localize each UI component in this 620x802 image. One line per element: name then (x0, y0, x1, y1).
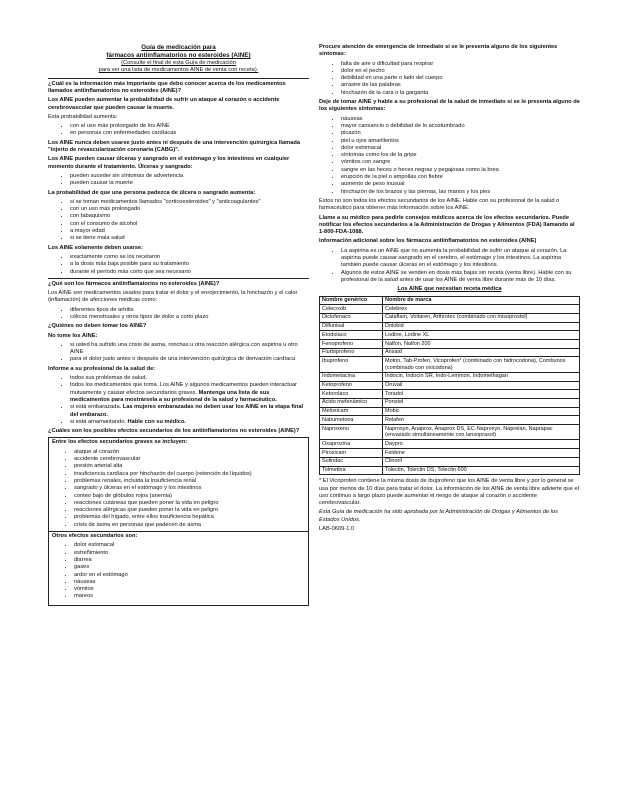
table-row (320, 440, 580, 449)
paragraph: Llame a su médico para pedirle consejos médicos acerca de los efectos secundarios. Puede notificar los efectos secundarios a la Administración de Drogas y Alimentos (FDA) llamando al 1-800-FDA-1088. (319, 214, 575, 236)
table-row (320, 425, 580, 440)
list-item: • mayor cansancio o debilidad de lo acostumbrado (341, 123, 580, 130)
warning-paragraph: Los AINE pueden aumentar la probabilidad de sufrir un ataque al corazón o accidente cerebrovascular que pueden causar la muerte. (48, 97, 280, 111)
list-item: • si está embarazada. Las mujeres embarazadas no deben usar los AINE en la etapa final del embarazo. (70, 404, 309, 419)
list-item: • conteo bajo de glóbulos rojos (anemia) (74, 493, 305, 500)
table-row (320, 390, 580, 399)
list-item: • a mayor edad (70, 228, 309, 235)
table-body (320, 305, 580, 475)
list-item: • hinchazón de la cara o la garganta (341, 90, 580, 97)
list-item: • náuseas (74, 579, 305, 586)
section-heading: ¿Quiénes no deben tomar los AINE? (48, 323, 147, 330)
generic-name-cell: Fenoprofeno (320, 340, 383, 349)
generic-name-cell: Ketorolaco (320, 390, 383, 399)
generic-name-cell: Nabumetona (320, 416, 383, 425)
divider (49, 531, 308, 532)
list-item: • diferentes tipos de artritis (70, 307, 309, 314)
section-heading: Deje de tomar AINE y hable a su profesional de la salud de inmediato si se le presenta alguno de los siguientes síntomas: (319, 99, 580, 113)
list-item: • dolor estomacal (341, 145, 580, 152)
generic-name-cell: Etodolaco (320, 331, 383, 340)
brand-name-cell: Oruvail (383, 381, 580, 390)
list-item: • si se toman medicamentos llamados "corticoesteroides" y "anticoagulantes" (70, 199, 309, 206)
list-item: • sangre en las heces o heces negras y pegajosas como la brea (341, 167, 580, 174)
brand-name-cell: Dolobid (383, 322, 580, 331)
list-item: • náuseas (341, 116, 580, 123)
list-item: • insuficiencia cardíaca por hinchazón del cuerpo (retención de líquidos) (74, 471, 305, 478)
list-item: • dolor en el pecho (341, 68, 580, 75)
list-item: • vómitos (74, 586, 305, 593)
section-heading: Procure atención de emergencia de inmediato si se le presenta alguno de los siguientes síntomas: (319, 44, 558, 58)
generic-name-cell: Diclofenaco (320, 313, 383, 322)
brand-name-cell: Mobic (383, 407, 580, 416)
table-row (320, 357, 580, 372)
side-effects-box (48, 437, 309, 605)
table-row (320, 348, 580, 357)
generic-name-cell: Piroxicam (320, 449, 383, 458)
list-item: • piel u ojos amarillentos (341, 138, 580, 145)
nsaid-table (319, 296, 580, 476)
bullet-list (52, 542, 305, 600)
brand-name-cell: Tolectin, Tolectin DS, Tolectin 600 (383, 466, 580, 475)
list-item: • diarrea (74, 557, 305, 564)
table-header-brand: Nombre de marca (383, 296, 580, 305)
generic-name-cell: Flurbiprofeno (320, 348, 383, 357)
brand-name-cell: Daypro (383, 440, 580, 449)
document-header (48, 44, 309, 75)
paragraph: Esta probabilidad aumenta: (48, 113, 118, 120)
list-item: • vómitos con sangre (341, 159, 580, 166)
paragraph: Informe a su profesional de la salud de: (48, 365, 156, 372)
list-item: • ardor en el estómago (74, 572, 305, 579)
list-item: • mareos (74, 593, 305, 600)
table-row (320, 372, 580, 381)
divider (48, 78, 309, 79)
list-item: • todos los medicamentos que toma. Los AINE y algunos medicamentos pueden interactuar mutuamente y causar efectos secundarios graves. Mantenga una lista de sus medicamentos para mostrársela a su profesional de la salud y farmacéutico. (70, 382, 309, 404)
warning-paragraph: La probabilidad de que una persona padezca de úlcera o sangrado aumenta: (48, 189, 256, 196)
list-item: • para el dolor justo antes o después de una intervención quirúrgica de derivación cardíaca (70, 356, 309, 363)
table-header-generic: Nombre genérico (320, 296, 383, 305)
section-heading: ¿Cuál es la información más importante que debo conocer acerca de los medicamentos llamados antiinflamatorios no esteroides (AINE)? (48, 80, 286, 94)
generic-name-cell: Diflunisal (320, 322, 383, 331)
list-item: • aumento de peso inusual (341, 181, 580, 188)
table-row (320, 416, 580, 425)
document-code: LAB-0609-1.0 (319, 526, 355, 533)
brand-name-cell: Nalfon, Nalfon 200 (383, 340, 580, 349)
list-item: • problemas renales, incluida la insuficiencia renal (74, 478, 305, 485)
generic-name-cell: Ketoprofeno (320, 381, 383, 390)
bullet-list (48, 123, 309, 138)
list-item: • falta de aire o dificultad para respirar (341, 61, 580, 68)
bullet-list (319, 248, 580, 284)
list-item: • con tabaquismo (70, 213, 309, 220)
brand-name-cell: Ansaid (383, 348, 580, 357)
list-item: • accidente cerebrovascular (74, 456, 305, 463)
brand-name-cell: Relafen (383, 416, 580, 425)
table-row (320, 457, 580, 466)
warning-paragraph: Los AINE pueden causar úlceras y sangrado en el estómago y los intestinos en cualquier momento durante el tratamiento. Úlceras y sangrado: (48, 156, 290, 170)
list-item: • si se tiene mala salud (70, 235, 309, 242)
list-item: • síntomas como los de la gripe (341, 152, 580, 159)
list-item: • problemas del hígado, entre ellos insuficiencia hepática (74, 514, 305, 521)
brand-name-cell: Celebrex (383, 305, 580, 314)
bullet-list (48, 199, 309, 243)
table-row (320, 340, 580, 349)
list-item: • con el consumo de alcohol (70, 221, 309, 228)
right-column (319, 44, 580, 802)
box-heading: Entre los efectos secundarios graves se incluyen: (52, 439, 188, 446)
list-item: • cólicos menstruales y otros tipos de dolor a corto plazo (70, 314, 309, 321)
table-row (320, 322, 580, 331)
list-item: • exactamente como se los recetaron (70, 254, 309, 261)
table-row (320, 331, 580, 340)
list-item: • debilidad en una parte o lado del cuerpo (341, 75, 580, 82)
brand-name-cell: Ponstel (383, 398, 580, 407)
paragraph: Estos no son todos los efectos secundarios de los AINE. Hable con su profesional de la salud o farmacéutico para obtener más información sobre los AINE. (319, 197, 560, 212)
warning-paragraph: Los AINE solamente deben usarse: (48, 244, 143, 251)
table-row (320, 313, 580, 322)
section-heading: ¿Qué son los fármacos antiinflamatorios no esteroides (AINE)? (48, 280, 220, 287)
list-item: • sangrado y úlceras en el estómago y los intestinos (74, 485, 305, 492)
list-item: • picazón (341, 130, 580, 137)
list-item: • pueden causar la muerte (70, 180, 309, 187)
bullet-list (319, 61, 580, 97)
brand-name-cell: Lodine, Lodine XL (383, 331, 580, 340)
list-item: • dolor estomacal (74, 542, 305, 549)
approval-statement: Esta Guía de medicación ha sido aprobada por la Administración de Drogas y Alimentos de los Estados Unidos. (319, 509, 558, 523)
list-item: • reacciones cutáneas que pueden poner la vida en peligro (74, 500, 305, 507)
generic-name-cell: Sulindac (320, 457, 383, 466)
bullet-list (52, 449, 305, 529)
list-item: • erupción de la piel o ampollas con fiebre (341, 174, 580, 181)
list-item: • si está amamantando. Hable con su médico. (70, 419, 309, 426)
table-row (320, 466, 580, 475)
section-heading: ¿Cuáles son los posibles efectos secundarios de los antiinflamatorios no esteroides (AINE)? (48, 428, 300, 435)
list-item: • ataque al corazón (74, 449, 305, 456)
generic-name-cell: Ibuprofeno (320, 357, 383, 372)
document-title-line1: Guía de medicación para (141, 44, 216, 51)
paragraph: No tome los AINE: (48, 332, 98, 339)
list-item: • con un uso más prolongado (70, 206, 309, 213)
list-item: • gases (74, 564, 305, 571)
list-item: • en personas con enfermedades cardíacas (70, 130, 309, 137)
section-heading: Información adicional sobre los fármacos antiinflamatorios no esteroides (AINE) (319, 238, 537, 245)
table-row (320, 398, 580, 407)
warning-paragraph: Los AINE nunca deben usarse justo antes ni después de una intervención quirúrgica llamada "injerto de revascularización coronaria (CABG)". (48, 139, 300, 154)
document-title-line2: fármacos antiinflamatorios no esteroides (AINE) (106, 52, 251, 60)
list-item: • estreñimiento (74, 550, 305, 557)
generic-name-cell: Indometacina (320, 372, 383, 381)
generic-name-cell: Celecoxib (320, 305, 383, 314)
divider (48, 278, 309, 279)
bullet-list (48, 307, 309, 322)
brand-name-cell: Motrin, Tab-Profen, Vicoprofen* (combinado con hidrocodona), Combunox (combinado con oxicodona) (383, 357, 580, 372)
list-item: • presión arterial alta (74, 463, 305, 470)
paragraph: Los AINE son medicamentos usados para tratar el dolor y el enrojecimiento, la hinchazón y el calor (inflamación) de afecciones médicas como: (48, 290, 298, 304)
list-item: • con el uso más prolongado de los AINE (70, 123, 309, 130)
list-item: • crisis de asma en personas que padecen de asma (74, 522, 305, 529)
table-row (320, 407, 580, 416)
bullet-list (48, 254, 309, 276)
brand-name-cell: Cataflam, Voltaren, Arthrotec (combinado con misoprostol) (383, 313, 580, 322)
generic-name-cell: Oxaprozina (320, 440, 383, 449)
document-note-line1: (Consulte el final de esta Guía de medicación (121, 60, 236, 67)
list-item: • La aspirina es un AINE que no aumenta la probabilidad de sufrir un ataque al corazón. La aspirina puede causar sangrado en el cerebro, el estómago y los intestinos. La aspirina también puede causar úlceras en el estómago y los intestinos. (341, 248, 580, 270)
generic-name-cell: Tolmetina (320, 466, 383, 475)
left-column (48, 44, 309, 802)
brand-name-cell: Feldene (383, 449, 580, 458)
table-header-row (320, 296, 580, 305)
brand-name-cell: Clinoril (383, 457, 580, 466)
bullet-list (319, 116, 580, 196)
table-row (320, 381, 580, 390)
brand-name-cell: Toradol (383, 390, 580, 399)
bullet-list (48, 173, 309, 188)
bullet-list (48, 342, 309, 364)
footnote: * El Vicoprofen contiene la misma dosis de ibuprofeno que los AINE de venta libre y por lo general se usa por menos de 10 días para tratar el dolor. La información de los AINE de venta libre advierte que el uso continuo a largo plazo puede aumentar el riesgo de ataque al corazón o accidente cerebrovascular. (319, 478, 579, 507)
bullet-list (48, 375, 309, 426)
list-item: • reacciones alérgicas que pueden poner la vida en peligro (74, 507, 305, 514)
list-item: • si usted ha sufrido una crisis de asma, ronchas u otra reacción alérgica con aspirina u otro AINE (70, 342, 309, 357)
generic-name-cell: Meloxicam (320, 407, 383, 416)
list-item: • a la dosis más baja posible para su tratamiento (70, 261, 309, 268)
box-heading: Otros efectos secundarios son: (52, 533, 138, 540)
list-item: • pueden suceder sin síntomas de advertencia (70, 173, 309, 180)
list-item: • arrastre de las palabras (341, 82, 580, 89)
brand-name-cell: Indocin, Indocin SR, Indo-Lemmon, Indomethagan (383, 372, 580, 381)
list-item: • todos sus problemas de salud. (70, 375, 309, 382)
table-title: Los AINE que necesitan receta médica (397, 286, 502, 293)
brand-name-cell: Naprosyn, Anaprox, Anaprox DS, EC-Naproxyn, Naprelan, Naprapac (envasado simultáneamente con lansoprasol) (383, 425, 580, 440)
table-row (320, 449, 580, 458)
list-item: • durante el período más corto que sea necesario (70, 269, 309, 276)
table-row (320, 305, 580, 314)
list-item: • Algunos de estos AINE se venden en dosis más bajas sin receta (venta libre). Hable con su profesional de la salud antes de usar los AINE de venta libre durante más de 10 días. (341, 270, 580, 285)
generic-name-cell: Naproxeno (320, 425, 383, 440)
list-item: • hinchazón de los brazos y las piernas, las manos y los pies (341, 189, 580, 196)
generic-name-cell: Ácido mefenámico (320, 398, 383, 407)
document-note-line2: para ver una lista de medicamentos AINE de venta con receta). (98, 67, 259, 74)
